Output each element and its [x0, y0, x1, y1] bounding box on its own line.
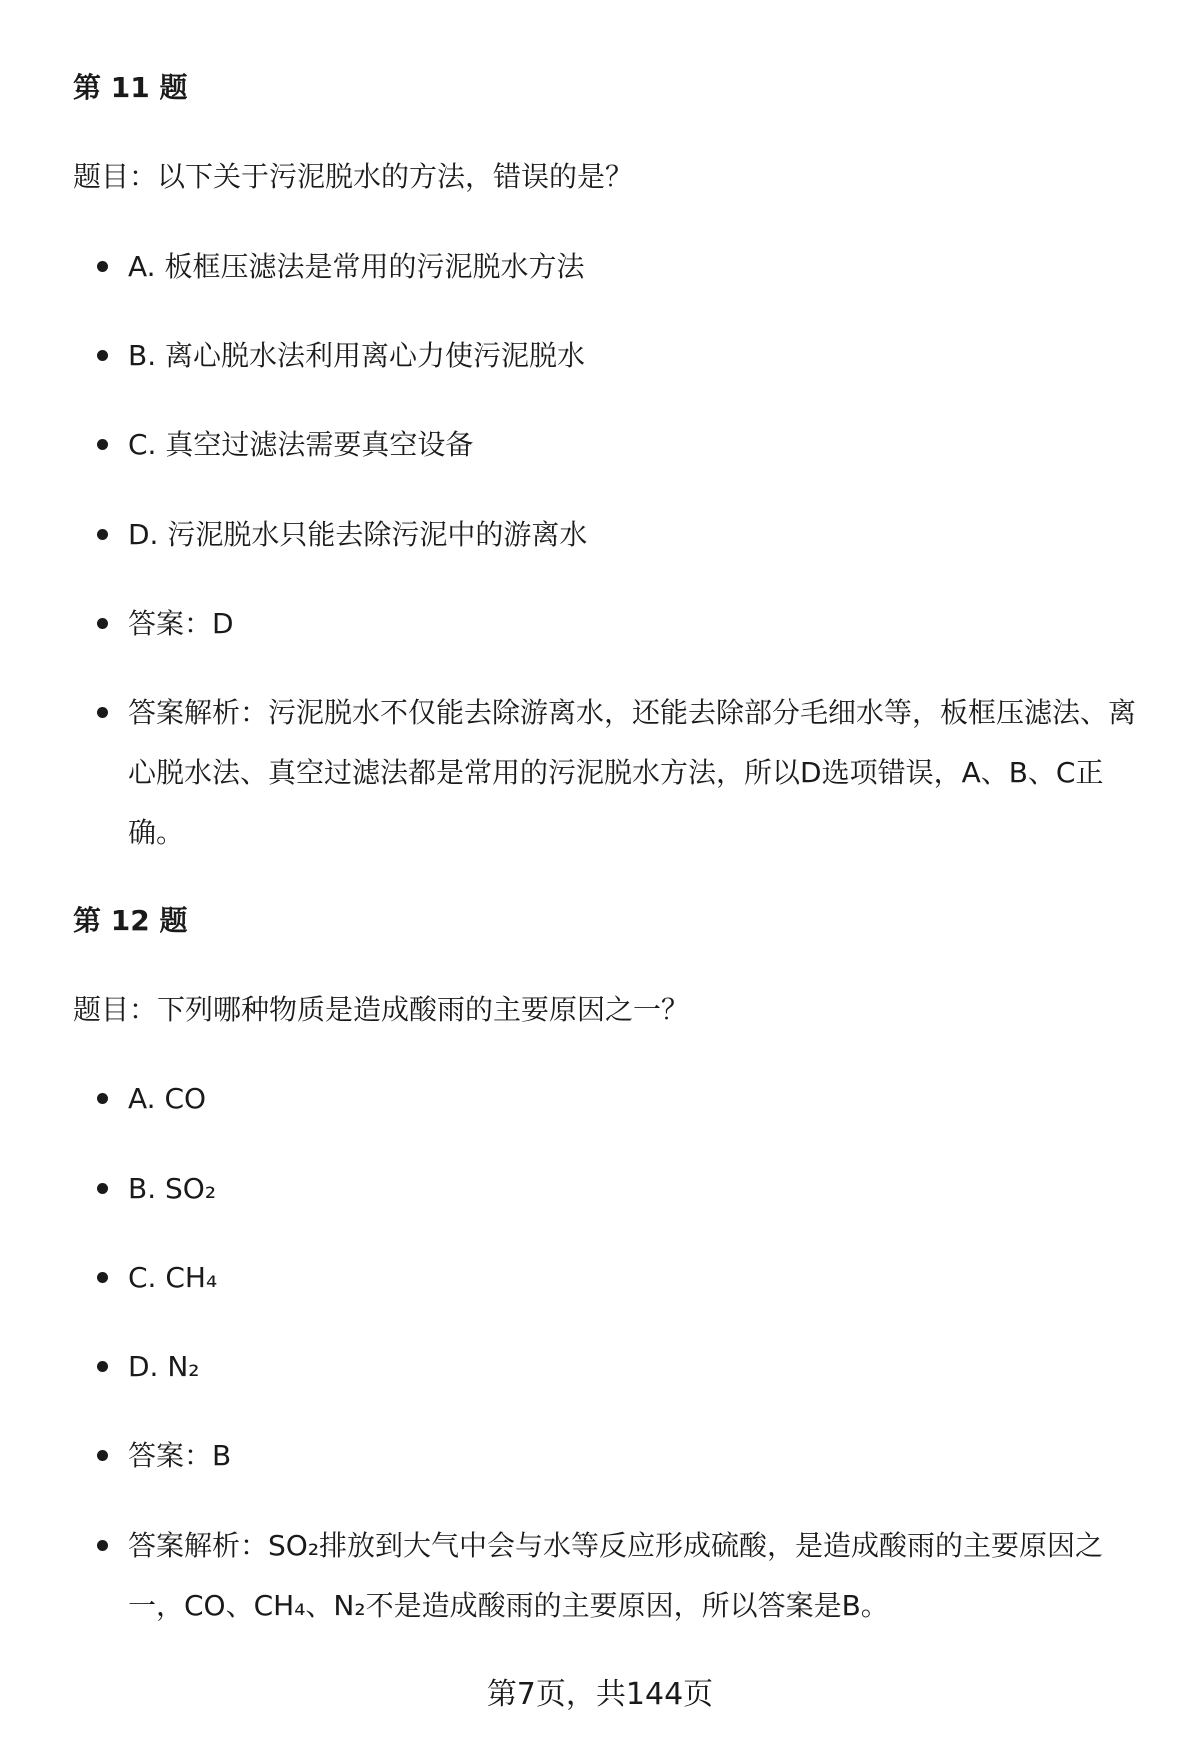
question-12-option-d: D. N₂ [128, 1350, 200, 1383]
bullet-icon [97, 1361, 108, 1372]
question-11-answer: 答案：D [128, 607, 234, 640]
question-12-option-c: C. CH₄ [128, 1261, 218, 1294]
question-11-option-a: A. 板框压滤法是常用的污泥脱水方法 [128, 250, 585, 283]
bullet-icon [97, 261, 108, 272]
bullet-icon [97, 350, 108, 361]
bullet-icon [97, 1093, 108, 1104]
question-11-analysis: 答案解析：污泥脱水不仅能去除游离水，还能去除部分毛细水等，板框压滤法、离心脱水法、真空过滤法都是常用的污泥脱水方法，所以D选项错误，A、B、C正确。 [128, 696, 1137, 849]
bullet-icon [97, 529, 108, 540]
question-11-heading: 第 11 题 [73, 71, 188, 104]
question-12-option-b: B. SO₂ [128, 1172, 217, 1205]
question-12-answer: 答案：B [128, 1439, 232, 1472]
bullet-icon [97, 1450, 108, 1461]
question-12-heading: 第 12 题 [73, 904, 188, 937]
bullet-icon [97, 707, 108, 718]
question-11-option-d: D. 污泥脱水只能去除污泥中的游离水 [128, 518, 588, 551]
question-12-analysis: 答案解析：SO₂排放到大气中会与水等反应形成硫酸，是造成酸雨的主要原因之一，CO、CH₄、N₂不是造成酸雨的主要原因，所以答案是B。 [128, 1529, 1104, 1622]
question-11-option-b: B. 离心脱水法利用离心力使污泥脱水 [128, 339, 586, 372]
bullet-icon [97, 618, 108, 629]
bullet-icon [97, 1540, 108, 1551]
page-number: 第7页，共144页 [486, 1677, 714, 1712]
bullet-icon [97, 1183, 108, 1194]
bullet-icon [97, 439, 108, 450]
question-12-stem: 题目：下列哪种物质是造成酸雨的主要原因之一？ [73, 993, 690, 1026]
question-12-option-a: A. CO [128, 1082, 207, 1115]
question-11-option-c: C. 真空过滤法需要真空设备 [128, 428, 474, 461]
question-11-stem: 题目：以下关于污泥脱水的方法，错误的是？ [73, 160, 634, 193]
bullet-icon [97, 1272, 108, 1283]
